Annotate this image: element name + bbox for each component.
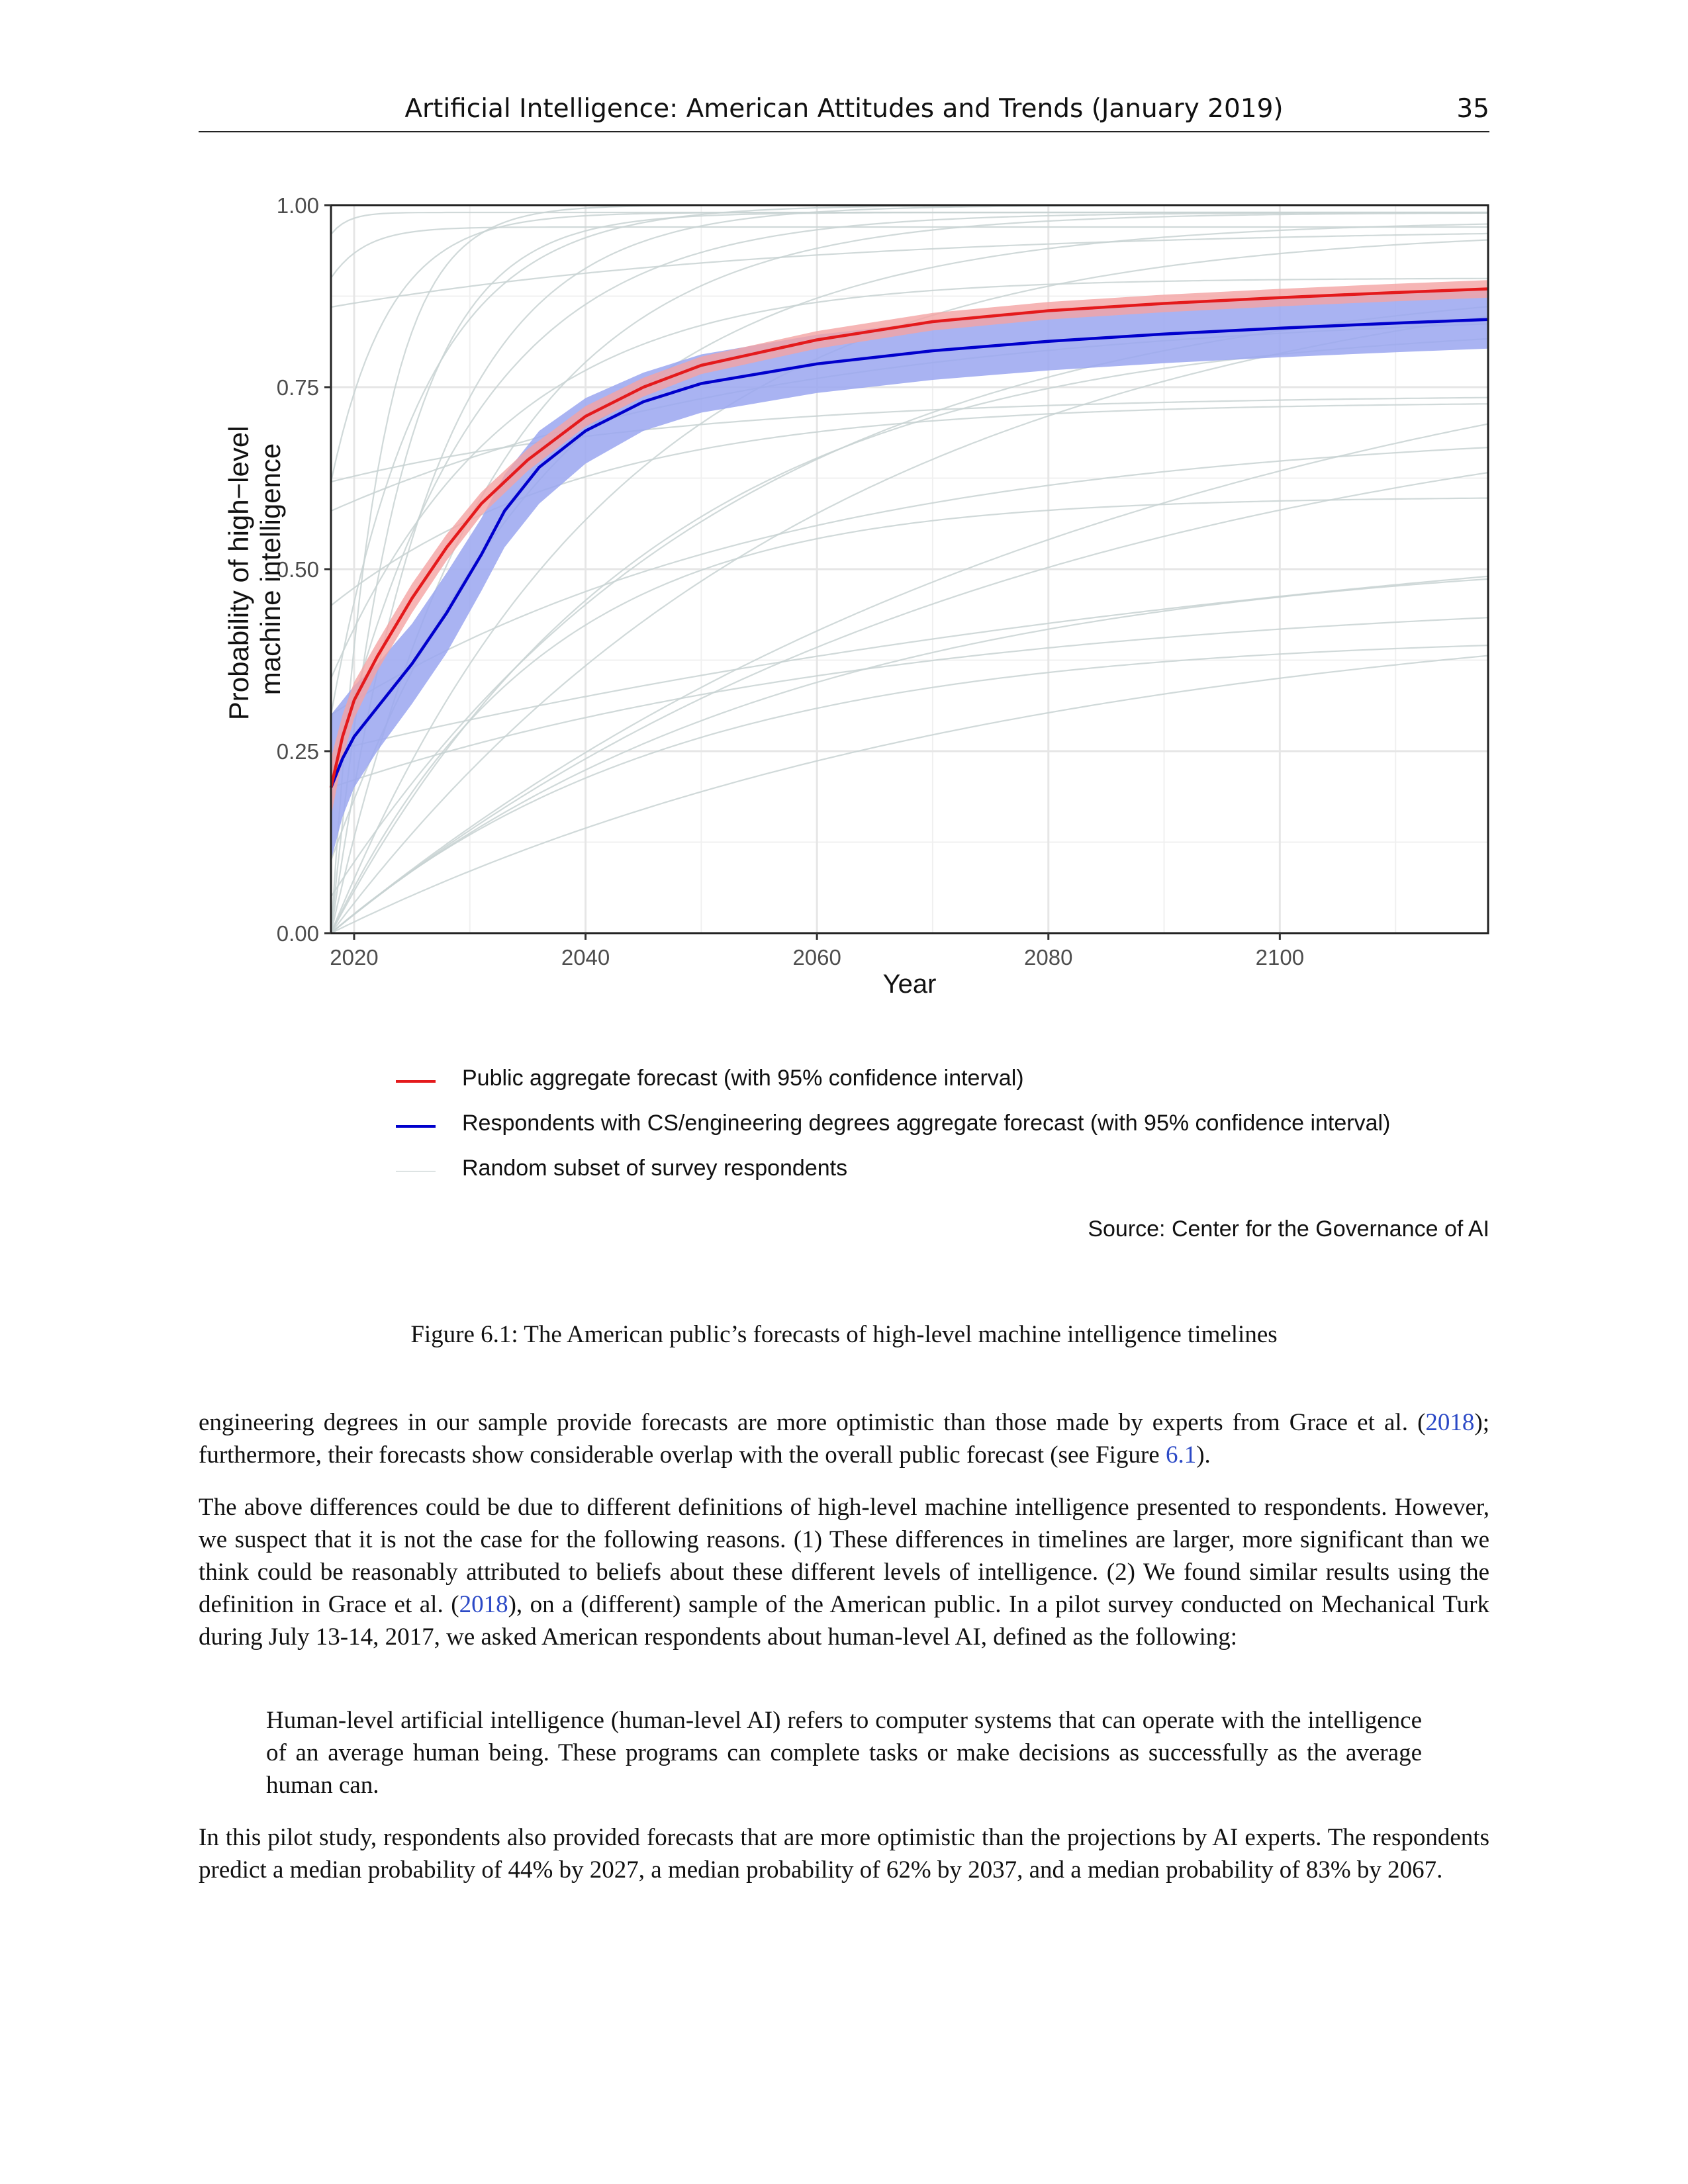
respondent-curve (331, 316, 1488, 933)
paragraph-2 (199, 1491, 1489, 1653)
respondent-curve (331, 212, 1488, 234)
y-tick-label: 0.75 (276, 375, 319, 400)
confidence-bands (331, 280, 1488, 860)
legend-label-public: Public aggregate forecast (with 95% confidence interval) (462, 1066, 1024, 1091)
running-title: Artificial Intelligence: American Attitudes and Trends (January 2019) (404, 94, 1284, 124)
respondent-curve (331, 227, 1488, 278)
y-axis-label-line-1: Probability of high−level (223, 426, 254, 721)
respondent-curve (331, 645, 1488, 933)
x-tick-label: 2080 (1024, 945, 1073, 970)
paragraph-2-text-a: The above differences could be due to different definitions of high-level machine intelligence presented to respondents. However, we suspect that it is not the case for the following reasons. (1) These differences in timelines are larger, more significant than we think could be reasonably attributed to beliefs about these different levels of intelligence. (2) We found similar results using the definition in Grace et al. ( (199, 1494, 1489, 1618)
series-line-cs (331, 320, 1488, 788)
paragraph-3: In this pilot study, respondents also provided forecasts that are more optimistic than the projections by AI experts. The respondents predict a median probability of 44% by 2027, a median probability of 62% by 2037, and a median probability of 83% by 2067. (199, 1824, 1489, 1884)
hlmi-forecast-chart (192, 185, 1503, 1013)
legend-swatch-subset (396, 1171, 436, 1172)
paragraph-1 (199, 1406, 1489, 1471)
y-axis-label-line-2: machine intelligence (255, 443, 286, 696)
x-tick-label: 2060 (792, 945, 841, 970)
respondent-curve (331, 617, 1488, 788)
definition-quote: Human-level artificial intelligence (human-level AI) refers to computer systems that can operate with the intelligence of an average human being. These programs can complete tasks or make decisions as successfully as the average human can. (266, 1707, 1422, 1799)
legend-label-cs: Respondents with CS/engineering degrees aggregate forecast (with 95% confidence interval) (462, 1111, 1391, 1136)
paragraph-1-text-a: engineering degrees in our sample provide forecasts are more optimistic than those made by experts from Grace et al. ( (199, 1409, 1426, 1436)
citation-link-grace-2018[interactable]: 2018 (1425, 1409, 1475, 1436)
paragraph-1-text-c: ). (1196, 1441, 1211, 1469)
y-tick-label: 0.00 (276, 921, 319, 946)
figure-link-6-1[interactable]: 6.1 (1165, 1441, 1197, 1469)
legend-swatch-public (396, 1080, 436, 1083)
y-tick-label: 1.00 (276, 193, 319, 218)
chart-source: Source: Center for the Governance of AI (1088, 1216, 1489, 1242)
page-number: 35 (1456, 94, 1489, 124)
respondent-curve (331, 339, 1488, 933)
legend-swatch-cs (396, 1125, 436, 1128)
legend-label-subset: Random subset of survey respondents (462, 1156, 848, 1181)
ci-band-cs (331, 291, 1488, 860)
respondent-curve (331, 498, 1488, 933)
y-tick-label: 0.25 (276, 739, 319, 764)
x-tick-label: 2040 (561, 945, 610, 970)
figure-caption: Figure 6.1: The American public’s forecasts of high-level machine intelligence timelines (410, 1321, 1278, 1348)
citation-link-grace-2018-second[interactable]: 2018 (459, 1591, 508, 1618)
respondent-curve (331, 579, 1488, 933)
paragraph-2-text-b: ), on a (different) sample of the American public. In a pilot survey conducted on Mechanical Turk during July 13-14, 2017, we asked American respondents about human-level AI, defined as the following: (199, 1591, 1489, 1651)
paragraph-1-text-b: ); furthermore, their forecasts show considerable overlap with the overall public forecast (see Figure (199, 1409, 1489, 1469)
page-header (199, 91, 1489, 132)
y-tick-label: 0.50 (276, 557, 319, 582)
respondent-curve (331, 656, 1488, 933)
y-axis-label (223, 418, 286, 720)
x-tick-label: 2020 (330, 945, 379, 970)
x-tick-label: 2100 (1255, 945, 1305, 970)
x-axis-label: Year (882, 970, 937, 999)
